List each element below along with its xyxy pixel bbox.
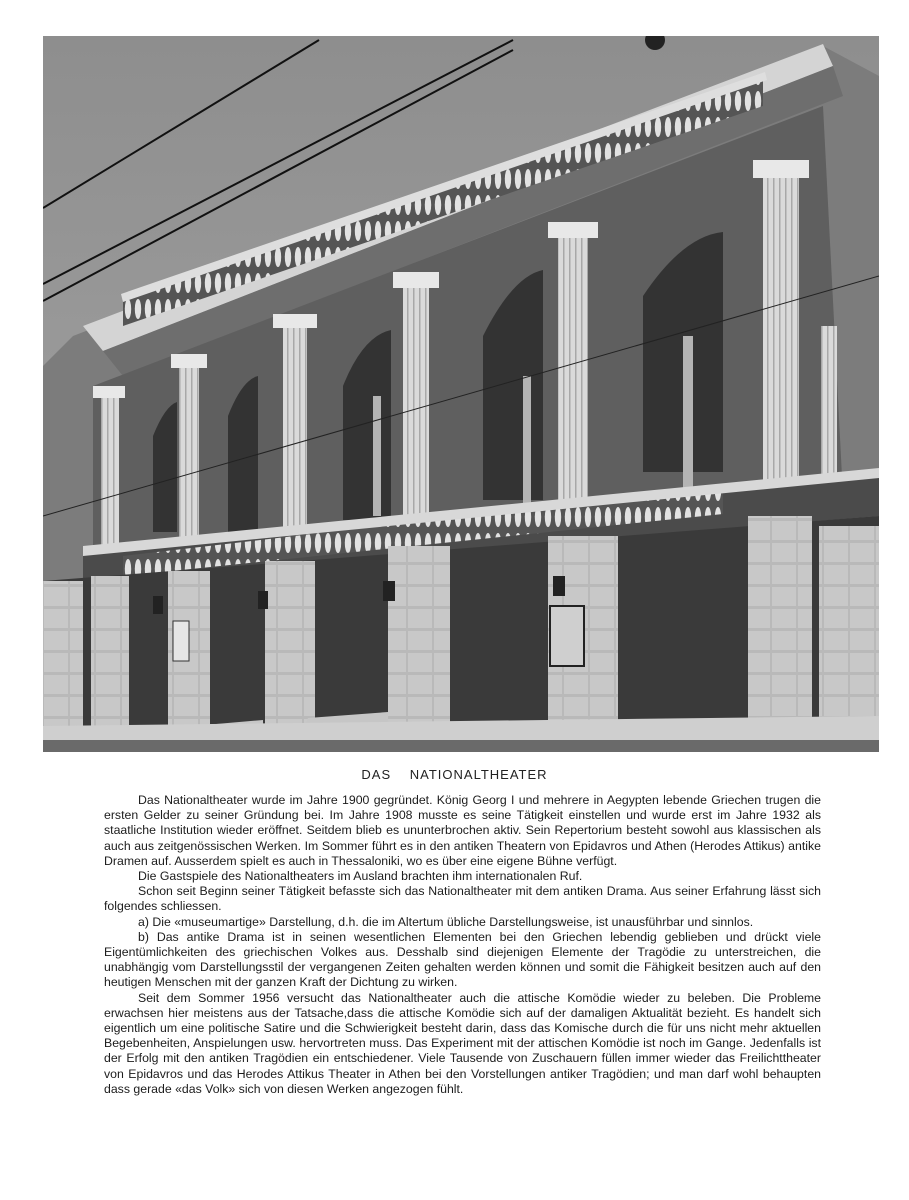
paragraph-founding: Das Nationaltheater wurde im Jahre 1900 gegründet. König Georg I und mehrere in Aegypten lebende Griechen trugen die ersten Gelder zu seiner Gründung bei. Im Jahre 1908 musste es seine Tätigkeit einstellen und wurde erst im Jahre 1932 als staatliche Institution wieder eröffnet. Seitdem blieb es ununterbrochen aktiv. Sein Repertorium besteht sowohl aus klassischen als auch aus zeitgenössischen Werken. Im Sommer führt es in den antiken Theatern von Epidavros und Athen (Herodes Attikus) antike Dramen auf. Ausserdem spielt es auch in Thessaloniki, wo es über eine eigene Bühne verfügt. xyxy=(104,793,821,868)
article-title: DAS NATIONALTHEATER xyxy=(361,767,548,782)
paragraph-comedy: Seit dem Sommer 1956 versucht das Nationaltheater auch die attische Komödie wieder zu beleben. Die Probleme erwachsen hier meistens aus der Tatsache,dass die attische Komödie sich auf der damaligen Aktualität bezieht. Es handelt sich eigentlich um eine politische Satire und die Schwierigkeit besteht darin, dass das Komische durch die für uns nicht mehr aktuellen Begebenheiten, Anspielungen usw. hervortreten muss. Das Experiment mit der attischen Komödie ist noch im Gange. Jedenfalls ist der Erfolg mit den antiken Tragödien ein entschiedener. Viele Tausende von Zuschauern füllen immer wieder das Freilichttheater von Epidavros und das Herodes Attikus Theater in Athen bei den Vorstellungen antiker Tragödien; und man darf wohl behaupten dass gerade «das Volk» sich von diesen Werken angezogen fühlt. xyxy=(104,990,821,1096)
theatre-photograph xyxy=(43,36,879,752)
paragraph-point-b: b) Das antike Drama ist in seinen wesentlichen Elementen bei den Griechen lebendig geblieben und drückt viele Eigentümlichkeiten des griechischen Volkes aus. Desshalb sind diejenigen Elemente der Tragödie zu unterstreichen, die unabhängig vom Darstellungsstil der vergangenen Zeiten gehalten werden können und somit die Fähigkeit besitzen auch auf den heutigen Menschen mit der ganzen Kraft der Dichtung zu wirken. xyxy=(104,929,821,990)
paragraph-tours: Die Gastspiele des Nationaltheaters im Ausland brachten ihm internationalen Ruf. xyxy=(138,869,583,884)
article-body xyxy=(104,793,821,1097)
paragraph-ancient-drama: Schon seit Beginn seiner Tätigkeit befasste sich das Nationaltheater mit dem antiken Drama. Aus seiner Erfahrung lässt sich folgendes schliessen. xyxy=(104,884,821,914)
paragraph-point-a: a) Die «museumartige» Darstellung, d.h. die im Altertum übliche Darstellungsweise, ist unausführbar und sinnlos. xyxy=(138,914,754,929)
